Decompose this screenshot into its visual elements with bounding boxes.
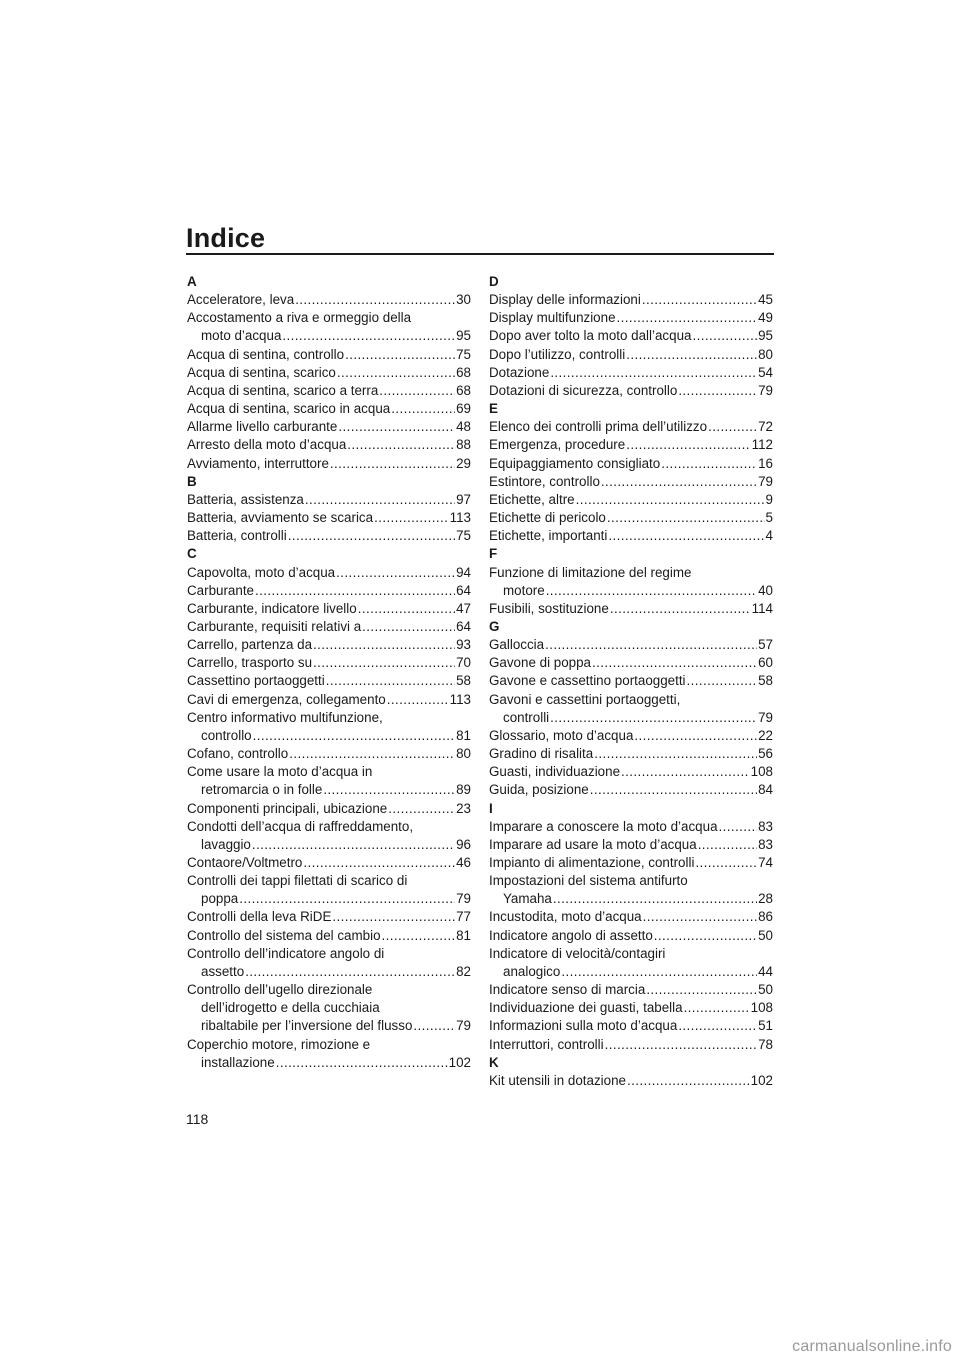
index-entry-text: Carburante	[187, 582, 254, 598]
index-page-ref: 46	[456, 855, 471, 870]
index-entry-text: Informazioni sulla moto d’acqua	[489, 1018, 678, 1034]
page-number: 118	[186, 1111, 209, 1127]
index-entry-text: Display delle informazioni	[489, 292, 641, 308]
index-entry-text: Etichette, altre	[489, 491, 575, 507]
index-page-ref: 84	[758, 782, 773, 798]
dot-leader	[661, 455, 757, 473]
dot-leader	[608, 527, 764, 545]
dot-leader	[626, 436, 750, 454]
dot-leader	[413, 1017, 455, 1035]
index-entry	[489, 672, 773, 690]
index-entry	[489, 291, 773, 309]
dot-leader	[687, 672, 758, 690]
index-entry-text: moto d’acqua	[201, 328, 282, 344]
dot-leader	[601, 473, 757, 491]
dot-leader	[387, 691, 449, 709]
index-entry-text: Imparare ad usare la moto d’acqua	[489, 836, 697, 852]
index-entry-text: Gavone e cassettino portaoggetti	[489, 673, 686, 689]
index-entry-text: Acceleratore, leva	[187, 292, 295, 308]
index-entry-text: installazione	[201, 1054, 275, 1070]
dot-leader	[545, 636, 757, 654]
index-section-letter: B	[187, 473, 197, 489]
dot-leader	[627, 1072, 750, 1090]
index-entry-text: Kit utensili in dotazione	[489, 1072, 626, 1088]
index-page-ref: 4	[765, 528, 773, 544]
index-page-ref: 64	[456, 582, 471, 598]
dot-leader	[594, 745, 757, 763]
index-entry	[489, 418, 773, 436]
index-entry-text: Indicatore di velocità/contagiri	[489, 945, 666, 961]
dot-leader	[590, 781, 757, 799]
index-page-ref: 80	[758, 346, 773, 362]
index-page-ref: 48	[456, 419, 471, 435]
index-entry	[187, 818, 471, 854]
index-entry	[187, 400, 471, 418]
index-section-letter: A	[187, 274, 197, 289]
index-page-ref: 102	[448, 1054, 471, 1070]
index-entry	[489, 727, 773, 745]
index-entry	[489, 854, 773, 872]
dot-leader	[617, 309, 758, 327]
index-entry	[187, 691, 471, 709]
index-entry	[187, 382, 471, 400]
index-entry	[489, 927, 773, 945]
dot-leader	[239, 890, 455, 908]
index-entry	[187, 709, 471, 745]
index-section-letter: G	[489, 618, 500, 634]
index-entry	[489, 527, 773, 545]
dot-leader	[576, 491, 765, 509]
dot-leader	[607, 509, 765, 527]
index-entry	[187, 908, 471, 926]
dot-leader	[345, 346, 455, 364]
dot-leader	[388, 800, 455, 818]
index-entry	[489, 1017, 773, 1035]
index-page-ref: 47	[456, 600, 471, 616]
index-entry-text: Avviamento, interruttore	[187, 455, 329, 471]
watermark[interactable]: carmanualsonline.info	[792, 1338, 952, 1355]
index-page-ref: 95	[456, 328, 471, 344]
index-page-ref: 78	[758, 1036, 773, 1052]
dot-leader	[634, 727, 757, 745]
index-entry-text: Controllo dell’ugello direzionale	[187, 982, 373, 998]
index-entry	[187, 872, 471, 908]
index-entry-text: poppa	[201, 891, 239, 907]
index-entry	[489, 346, 773, 364]
index-entry-text: Elenco dei controlli prima dell’utilizzo	[489, 419, 708, 435]
index-entry	[187, 981, 471, 1035]
index-entry	[187, 564, 471, 582]
dot-leader	[245, 963, 455, 981]
dot-leader	[282, 327, 455, 345]
index-entry-text: Imparare a conoscere la moto d’acqua	[489, 818, 718, 834]
index-entry-text: Gavone di poppa	[489, 655, 591, 671]
index-entry	[489, 509, 773, 527]
dot-leader	[303, 854, 455, 872]
dot-leader	[708, 418, 757, 436]
index-page-ref: 70	[456, 655, 471, 671]
index-entry-text: lavaggio	[201, 836, 251, 852]
index-entry	[187, 364, 471, 382]
index-entry	[489, 908, 773, 926]
index-page-ref: 93	[456, 637, 471, 653]
index-entry	[489, 1072, 773, 1090]
index-entry	[187, 745, 471, 763]
index-section-letter: D	[489, 274, 499, 289]
index-entry	[187, 309, 471, 345]
index-page-ref: 81	[456, 927, 471, 943]
dot-leader	[374, 509, 449, 527]
index-column-left	[187, 273, 471, 1072]
dot-leader	[626, 346, 757, 364]
index-page-ref: 50	[758, 927, 773, 943]
index-page-ref: 9	[765, 491, 773, 507]
index-page-ref: 75	[456, 528, 471, 544]
index-entry	[187, 346, 471, 364]
index-page-ref: 82	[456, 963, 471, 979]
index-entry-text: Controllo dell’indicatore angolo di	[187, 945, 385, 961]
index-entry-text: Dotazioni di sicurezza, controllo	[489, 382, 678, 398]
dot-leader	[382, 927, 456, 945]
index-page-ref: 29	[456, 455, 471, 471]
index-entry-text: Dotazione	[489, 364, 550, 380]
dot-leader	[621, 763, 750, 781]
index-page-ref: 23	[456, 800, 471, 816]
index-entry-text: Funzione di limitazione del regime	[489, 564, 692, 580]
index-entry-text: Emergenza, procedure	[489, 437, 626, 453]
dot-leader	[698, 836, 757, 854]
index-page-ref: 22	[758, 727, 773, 743]
index-entry-text: Cavi di emergenza, collegamento	[187, 691, 386, 707]
index-page-ref: 30	[456, 292, 471, 308]
index-entry	[187, 509, 471, 527]
index-entry	[187, 436, 471, 454]
index-entry-text: Cassettino portaoggetti	[187, 673, 325, 689]
dot-leader	[546, 582, 757, 600]
index-page-ref: 79	[456, 1018, 471, 1034]
index-entry-text: Galloccia	[489, 637, 545, 653]
index-entry-text: Impostazioni del sistema antifurto	[489, 873, 688, 889]
index-entry-text: Equipaggiamento consigliato	[489, 455, 661, 471]
index-entry	[187, 800, 471, 818]
index-entry	[187, 618, 471, 636]
index-page-ref: 102	[750, 1072, 773, 1088]
index-page-ref: 81	[456, 727, 471, 743]
index-entry	[489, 636, 773, 654]
dot-leader	[305, 491, 455, 509]
dot-leader	[654, 927, 757, 945]
index-page-ref: 113	[449, 510, 471, 526]
index-page-ref: 86	[758, 909, 773, 925]
index-entry	[489, 945, 773, 981]
index-page-ref: 56	[758, 746, 773, 762]
index-entry-text: Indicatore senso di marcia	[489, 982, 646, 998]
page-title: Indice	[186, 223, 266, 253]
index-entry	[489, 999, 773, 1017]
dot-leader	[295, 291, 455, 309]
index-entry-text: Carrello, trasporto su	[187, 655, 313, 671]
dot-leader	[592, 654, 757, 672]
index-entry	[489, 781, 773, 799]
index-entry	[187, 527, 471, 545]
index-page-ref: 44	[758, 963, 773, 979]
dot-leader	[276, 1054, 448, 1072]
index-entry-text: Incustodita, moto d’acqua	[489, 909, 642, 925]
index-page-ref: 68	[456, 364, 471, 380]
index-entry-text: Impianto di alimentazione, controlli	[489, 855, 695, 870]
index-section-letter: F	[489, 546, 498, 562]
dot-leader	[678, 1017, 757, 1035]
dot-leader	[719, 818, 758, 836]
index-page-ref: 58	[758, 673, 773, 689]
dot-leader	[338, 418, 455, 436]
dot-leader	[289, 745, 455, 763]
index-entry-text: analogico	[503, 963, 561, 979]
index-entry-text: Centro informativo multifunzione,	[187, 709, 383, 725]
index-entry-text: Estintore, controllo	[489, 473, 600, 489]
dot-leader	[605, 1036, 757, 1054]
index-entry	[489, 436, 773, 454]
index-entry-text: Carrello, partenza da	[187, 637, 313, 653]
index-entry-text: Controlli dei tappi filettati di scarico di	[187, 873, 408, 889]
index-entry	[489, 872, 773, 908]
index-page-ref: 79	[758, 382, 773, 398]
index-entry-text: controlli	[503, 709, 550, 725]
index-entry	[187, 927, 471, 945]
dot-leader	[695, 854, 757, 872]
dot-leader	[252, 836, 455, 854]
index-entry	[187, 600, 471, 618]
index-entry-text: Cofano, controllo	[187, 746, 289, 762]
index-entry-text: Yamaha	[503, 891, 552, 907]
index-entry	[187, 455, 471, 473]
title-divider	[186, 253, 774, 255]
index-entry	[489, 763, 773, 781]
index-entry	[489, 382, 773, 400]
index-page-ref: 40	[758, 582, 773, 598]
dot-leader	[326, 672, 455, 690]
index-entry-text: Carburante, requisiti relativi a	[187, 618, 362, 634]
index-entry	[489, 327, 773, 345]
index-section-letter: I	[489, 800, 493, 816]
index-entry	[489, 491, 773, 509]
index-section-letter: K	[489, 1054, 499, 1070]
index-entry-text: Componenti principali, ubicazione	[187, 800, 388, 816]
index-page-ref: 112	[751, 437, 773, 453]
dot-leader	[313, 636, 455, 654]
index-entry-text: Display multifunzione	[489, 310, 616, 326]
index-entry-text: Batteria, avviamento se scarica	[187, 510, 374, 526]
index-page-ref: 51	[758, 1018, 773, 1034]
dot-leader	[336, 564, 455, 582]
index-entry	[187, 636, 471, 654]
index-entry-text: Batteria, assistenza	[187, 491, 304, 507]
index-page-ref: 49	[758, 310, 773, 326]
dot-leader	[550, 709, 757, 727]
index-entry	[489, 1036, 773, 1054]
index-entry	[489, 309, 773, 327]
index-entry	[187, 945, 471, 981]
index-entry	[187, 672, 471, 690]
dot-leader	[678, 382, 757, 400]
index-entry-text: Fusibili, sostituzione	[489, 600, 609, 616]
index-entry-text: Dopo aver tolto la moto dall’acqua	[489, 328, 692, 344]
index-entry	[489, 981, 773, 999]
dot-leader	[362, 618, 455, 636]
index-entry-text: Batteria, controlli	[187, 528, 287, 544]
index-entry	[489, 455, 773, 473]
index-page-ref: 28	[758, 891, 773, 907]
dot-leader	[643, 908, 757, 926]
index-entry	[187, 418, 471, 436]
index-entry-text: ribaltabile per l’inversione del flusso	[201, 1018, 413, 1034]
index-page-ref: 5	[765, 510, 773, 526]
index-entry-text: Gradino di risalita	[489, 746, 594, 762]
dot-leader	[684, 999, 750, 1017]
dot-leader	[391, 400, 455, 418]
index-page-ref: 64	[456, 618, 471, 634]
index-entry	[489, 600, 773, 618]
index-entry	[489, 818, 773, 836]
index-page-ref: 68	[456, 382, 471, 398]
index-page-ref: 83	[758, 836, 773, 852]
index-page-ref: 54	[758, 364, 773, 380]
index-page-ref: 79	[758, 473, 773, 489]
index-entry-text: Come usare la moto d’acqua in	[187, 764, 373, 780]
dot-leader	[337, 364, 455, 382]
dot-leader	[550, 364, 757, 382]
index-page-ref: 77	[456, 909, 471, 925]
index-entry	[489, 745, 773, 763]
index-entry	[187, 291, 471, 309]
index-entry-text: Guasti, individuazione	[489, 764, 621, 780]
index-page-ref: 74	[758, 855, 773, 870]
index-entry	[187, 491, 471, 509]
index-entry-text: Interruttori, controlli	[489, 1036, 604, 1052]
index-page-ref: 75	[456, 346, 471, 362]
index-entry-text: Arresto della moto d’acqua	[187, 437, 347, 453]
index-entry	[489, 836, 773, 854]
index-entry-text: Etichette di pericolo	[489, 510, 606, 526]
index-entry-text: Allarme livello carburante	[187, 419, 338, 435]
dot-leader	[610, 600, 751, 618]
dot-leader	[253, 727, 455, 745]
index-entry	[489, 691, 773, 727]
index-entry-text: Coperchio motore, rimozione e	[187, 1036, 371, 1052]
dot-leader	[692, 327, 757, 345]
index-page-ref: 89	[456, 782, 471, 798]
index-entry-text: Acqua di sentina, scarico	[187, 364, 336, 380]
dot-leader	[642, 291, 757, 309]
index-page-ref: 88	[456, 437, 471, 453]
dot-leader	[332, 908, 455, 926]
index-entry-text: Accostamento a riva e ormeggio della	[187, 310, 412, 326]
index-entry-text: Glossario, moto d’acqua	[489, 727, 634, 743]
index-entry	[187, 763, 471, 799]
index-entry-text: Etichette, importanti	[489, 528, 608, 544]
index-page-ref: 57	[758, 637, 773, 653]
index-entry	[489, 364, 773, 382]
index-entry-text: Guida, posizione	[489, 782, 589, 798]
index-entry-text: Dopo l’utilizzo, controlli	[489, 346, 626, 362]
index-entry-text: Acqua di sentina, scarico in acqua	[187, 401, 391, 417]
index-page-ref: 79	[758, 709, 773, 725]
index-entry-text: Carburante, indicatore livello	[187, 600, 357, 616]
index-page-ref: 95	[758, 328, 773, 344]
dot-leader	[347, 436, 455, 454]
index-page-ref: 94	[456, 564, 471, 580]
index-entry-text: Capovolta, moto d’acqua	[187, 564, 336, 580]
index-page-ref: 80	[456, 746, 471, 762]
index-entry	[187, 854, 471, 872]
index-entry-text: Gavoni e cassettini portaoggetti,	[489, 691, 681, 707]
index-page-ref: 108	[750, 764, 773, 780]
index-entry-text: Individuazione dei guasti, tabella	[489, 1000, 683, 1016]
index-page-ref: 96	[456, 836, 471, 852]
index-entry-text: retromarcia o in folle	[201, 782, 323, 798]
index-entry-text: Contaore/Voltmetro	[187, 855, 303, 870]
index-column-right	[489, 273, 773, 1090]
index-entry-text: Acqua di sentina, scarico a terra	[187, 382, 379, 398]
dot-leader	[330, 455, 455, 473]
index-entry	[187, 1036, 471, 1072]
index-entry-text: Acqua di sentina, controllo	[187, 346, 345, 362]
dot-leader	[313, 654, 455, 672]
index-page-ref: 45	[758, 292, 773, 308]
dot-leader	[561, 963, 757, 981]
index-entry	[187, 582, 471, 600]
index-page-ref: 50	[758, 982, 773, 998]
dot-leader	[379, 382, 455, 400]
dot-leader	[255, 582, 455, 600]
index-page-ref: 79	[456, 891, 471, 907]
index-page-ref: 97	[456, 491, 471, 507]
index-page-ref: 113	[449, 691, 471, 707]
index-entry-text: Condotti dell’acqua di raffreddamento,	[187, 818, 414, 834]
index-entry	[489, 473, 773, 491]
index-page-ref: 83	[758, 818, 773, 834]
index-page-ref: 58	[456, 673, 471, 689]
dot-leader	[358, 600, 455, 618]
index-entry	[187, 654, 471, 672]
index-entry-text: motore	[503, 582, 545, 598]
index-entry-text: Controlli della leva RiDE	[187, 909, 332, 925]
index-entry-text: controllo	[201, 727, 252, 743]
index-page-ref: 69	[456, 401, 471, 417]
index-entry-text: Indicatore angolo di assetto	[489, 927, 653, 943]
index-page-ref: 16	[758, 455, 773, 471]
index-section-letter: E	[489, 401, 498, 417]
index-entry	[489, 564, 773, 600]
dot-leader	[553, 890, 757, 908]
index-page-ref: 108	[750, 1000, 773, 1016]
index-section-letter: C	[187, 546, 197, 562]
dot-leader	[288, 527, 455, 545]
index-entry-text: dell’idrogetto e della cucchiaia	[201, 1000, 380, 1016]
index-entry-text: assetto	[201, 963, 245, 979]
index-entry-text: Controllo del sistema del cambio	[187, 927, 381, 943]
index-page-ref: 114	[751, 600, 773, 616]
dot-leader	[646, 981, 757, 999]
index-page-ref: 72	[758, 419, 773, 435]
index-page-ref: 60	[758, 655, 773, 671]
index-entry	[489, 654, 773, 672]
dot-leader	[323, 781, 455, 799]
